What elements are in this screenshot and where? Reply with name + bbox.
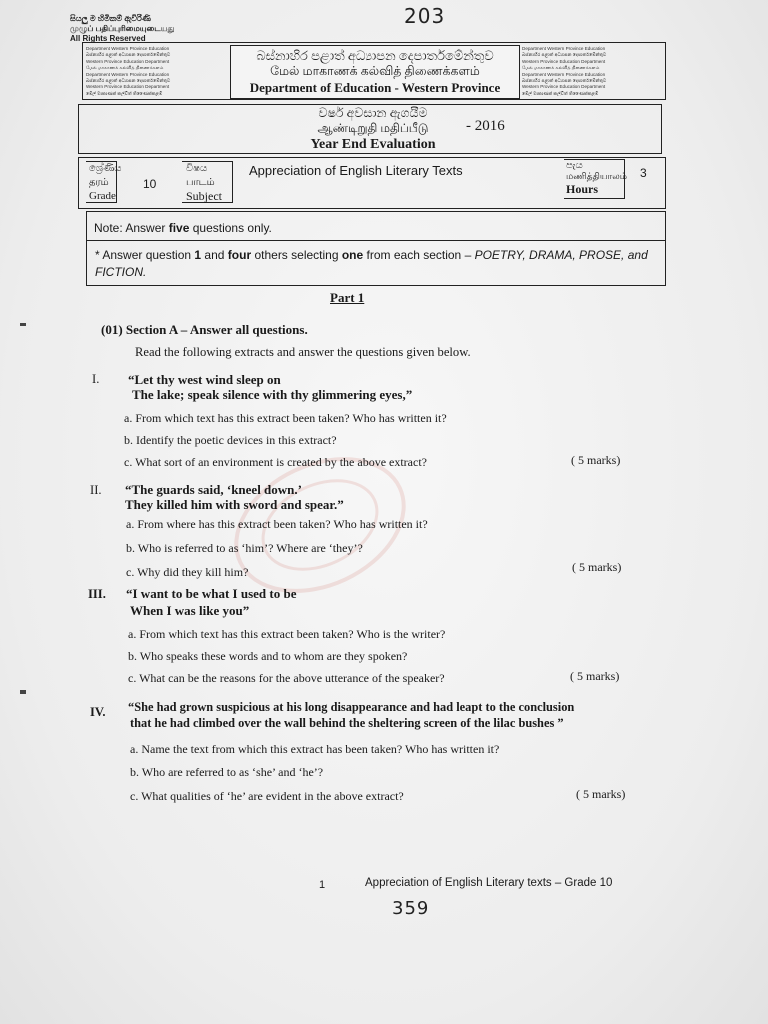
question-number: I. [92,372,100,386]
footer-subject-text: Appreciation of English Literary texts – Grade 10 [365,877,613,889]
sub-question: c. What qualities of ‘he’ are evident in the above extract? [130,789,404,803]
department-name-tamil: மேல் மாகாணக் கல்வித் திணைக்களம் [270,64,480,78]
handwritten-bottom-number: 359 [392,898,430,919]
question-number: IV. [90,705,106,719]
evaluation-title-english: Year End Evaluation [310,137,436,152]
sub-question: b. Who are referred to as ‘she’ and ‘he’? [130,765,324,779]
right-watermark-block: Department Western Province Education බස්නාහිර පළාත් අධ්‍යාපන දෙපාර්තමේන්තුව Western Province Education Department மேல் மாகாணக் கல்வித் திணைக்களம் Department Western Province Education බස්නාහිර පළාත් අධ්‍යාපන දෙපාර්තමේන්තුව Western Province Education Department මේල් මාකාණක් කල්විත් තිණෛක්කළම් [522,46,607,96]
hours-label-english: Hours [566,182,599,196]
sub-question: c. What can be the reasons for the above utterance of the speaker? [128,671,445,685]
subject-label-tamil: பாடம் [186,177,215,188]
sub-question: a. From which text has this extract been taken? Who is the writer? [128,627,446,641]
copyright-english: All Rights Reserved [70,34,146,43]
copyright-tamil: முழுப் பதிப்புரிமையுடையது [70,24,175,33]
edge-mark [20,690,26,694]
section-intro: Read the following extracts and answer the questions given below. [135,345,471,359]
footer-page-number: 1 [319,879,326,891]
edge-mark [20,323,26,326]
extract-line: “I want to be what I used to be [126,586,297,601]
sub-question: a. Name the text from which this extract has been taken? Who has written it? [130,742,500,756]
grade-label-tamil: தரம் [89,177,109,188]
department-name-english: Department of Education - Western Province [249,80,501,95]
marks-label: ( 5 marks) [570,669,620,683]
sub-question: b. Who is referred to as ‘him’? Where are ‘they’? [126,541,363,555]
hours-value: 3 [640,166,647,180]
evaluation-year: - 2016 [466,118,505,134]
evaluation-title-tamil: ஆண்டிறுதி மதிப்பீடு [317,121,429,135]
subject-value: Appreciation of English Literary Texts [249,163,463,178]
handwritten-page-number: 203 [404,4,446,28]
grade-value: 10 [143,177,157,191]
department-name-sinhala: බස්නාහිර පළාත් අධ්‍යාපන දෙපාර්තමේන්තුව [256,48,494,63]
extract-line: “The guards said, ‘kneel down.’ [125,482,302,497]
section-heading: (01) Section A – Answer all questions. [101,322,308,337]
instructions-text: * Answer question 1 and four others selecting one from each section – POETRY, DRAMA, PROSE, and FICTION. [95,248,648,279]
sub-question: a. From where has this extract been taken? Who has written it? [126,517,428,531]
extract-line: They killed him with sword and spear.” [125,497,344,512]
sub-question: b. Who speaks these words and to whom are they spoken? [128,649,408,663]
hours-label-sinhala: පැය [566,160,583,171]
hours-label-tamil: மணித்தியாலம் [566,171,627,181]
part-heading: Part 1 [330,290,365,305]
extract-line: The lake; speak silence with thy glimmering eyes,” [132,387,413,402]
extract-line: “Let thy west wind sleep on [128,372,281,387]
marks-label: ( 5 marks) [572,560,622,574]
sub-question: b. Identify the poetic devices in this extract? [124,433,337,447]
extract-line: When I was like you” [130,603,250,618]
question-number: III. [88,587,106,601]
grade-label-sinhala: ශ්‍රේණිය [89,163,122,174]
question-number: II. [90,483,102,497]
left-watermark-block: Department Western Province Education බස්නාහිර පළාත් අධ්‍යාපන දෙපාර්තමේන්තුව Western Province Education Department மேல் மாகாணக் கல்வித் திணைக்களம் Department Western Province Education බස්නාහිර පළාත් අධ්‍යාපන දෙපාර්තමේන්තුව Western Province Education Department මේල් මාකාණක් කල්විත් තිණෛක්කළම් [86,46,171,96]
evaluation-title-sinhala: වර්ෂ අවසාන ඇගයීම [318,106,428,120]
sub-question: a. From which text has this extract been taken? Who has written it? [124,411,447,425]
marks-label: ( 5 marks) [571,453,621,467]
note-text: Note: Answer five questions only. [94,221,272,235]
extract-line: “She had grown suspicious at his long disappearance and had leapt to the conclusion [128,700,575,714]
subject-label-english: Subject [186,189,222,203]
marks-label: ( 5 marks) [576,787,626,801]
subject-label-sinhala: විෂය [186,163,208,174]
copyright-sinhala: සියලු ම හිමිකම් ඇවිරිණි [70,14,151,23]
sub-question: c. Why did they kill him? [126,565,249,579]
grade-label-english: Grade [89,190,116,202]
sub-question: c. What sort of an environment is created by the above extract? [124,455,427,469]
extract-line: that he had climbed over the wall behind the sheltering screen of the lilac bushes ” [130,716,564,730]
